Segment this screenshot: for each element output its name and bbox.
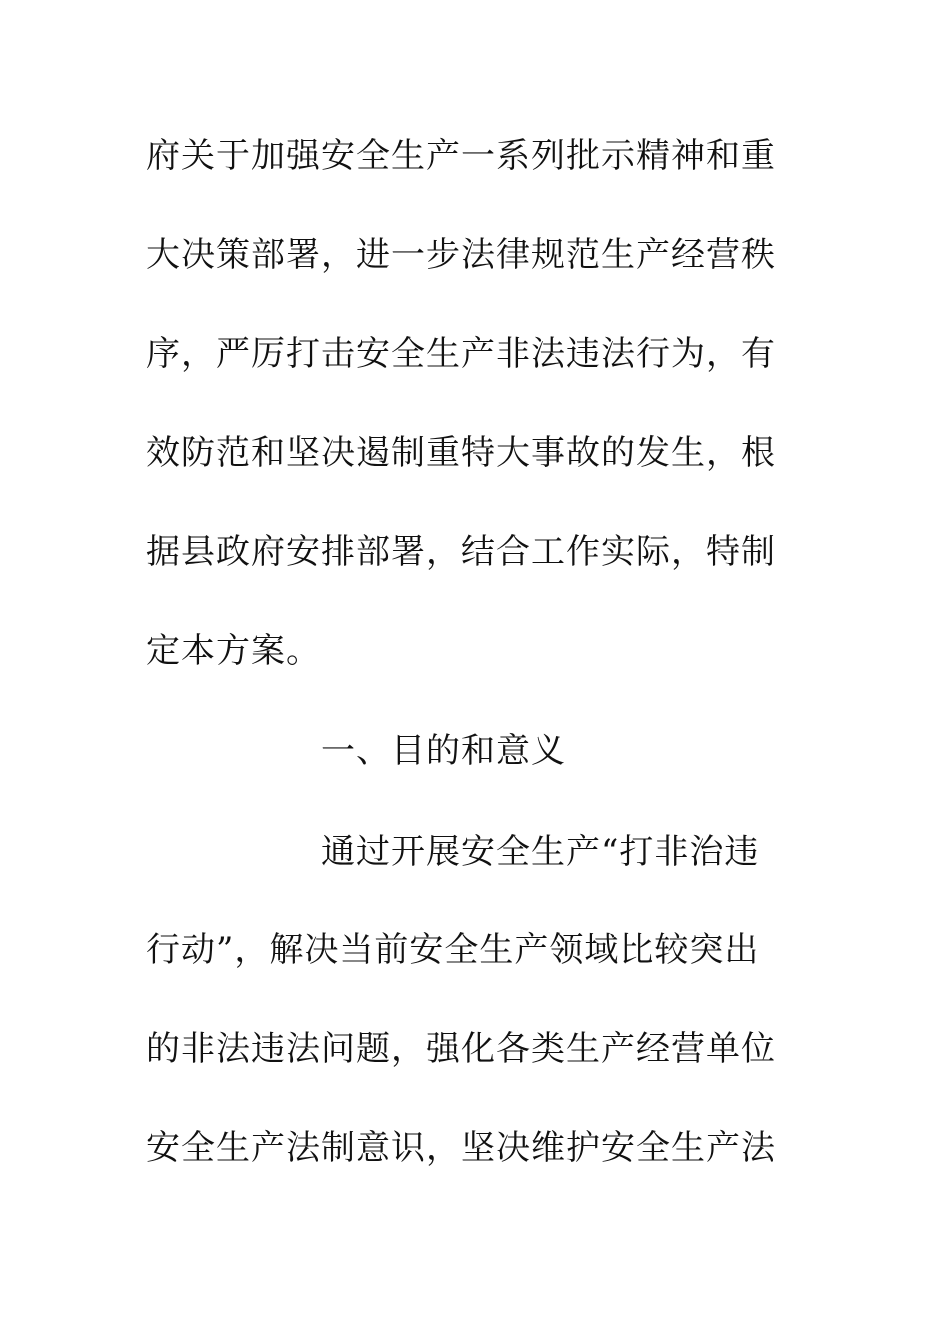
paragraph-line: 通过开展安全生产“打非治违: [321, 832, 760, 872]
paragraph-line: 府关于加强安全生产一系列批示精神和重: [146, 136, 776, 176]
paragraph-line: 效防范和坚决遏制重特大事故的发生，根: [146, 433, 776, 473]
paragraph-line: 据县政府安排部署，结合工作实际，特制: [146, 532, 776, 572]
paragraph-line: 安全生产法制意识，坚决维护安全生产法: [146, 1128, 776, 1168]
paragraph-line: 的非法违法问题，强化各类生产经营单位: [146, 1029, 776, 1069]
paragraph-line: 序，严厉打击安全生产非法违法行为，有: [146, 334, 776, 374]
section-heading: 一、目的和意义: [321, 731, 566, 771]
paragraph-line: 定本方案。: [146, 631, 321, 671]
paragraph-line: 大决策部署，进一步法律规范生产经营秩: [146, 235, 776, 275]
paragraph-line: 行动”，解决当前安全生产领域比较突出: [146, 930, 760, 970]
